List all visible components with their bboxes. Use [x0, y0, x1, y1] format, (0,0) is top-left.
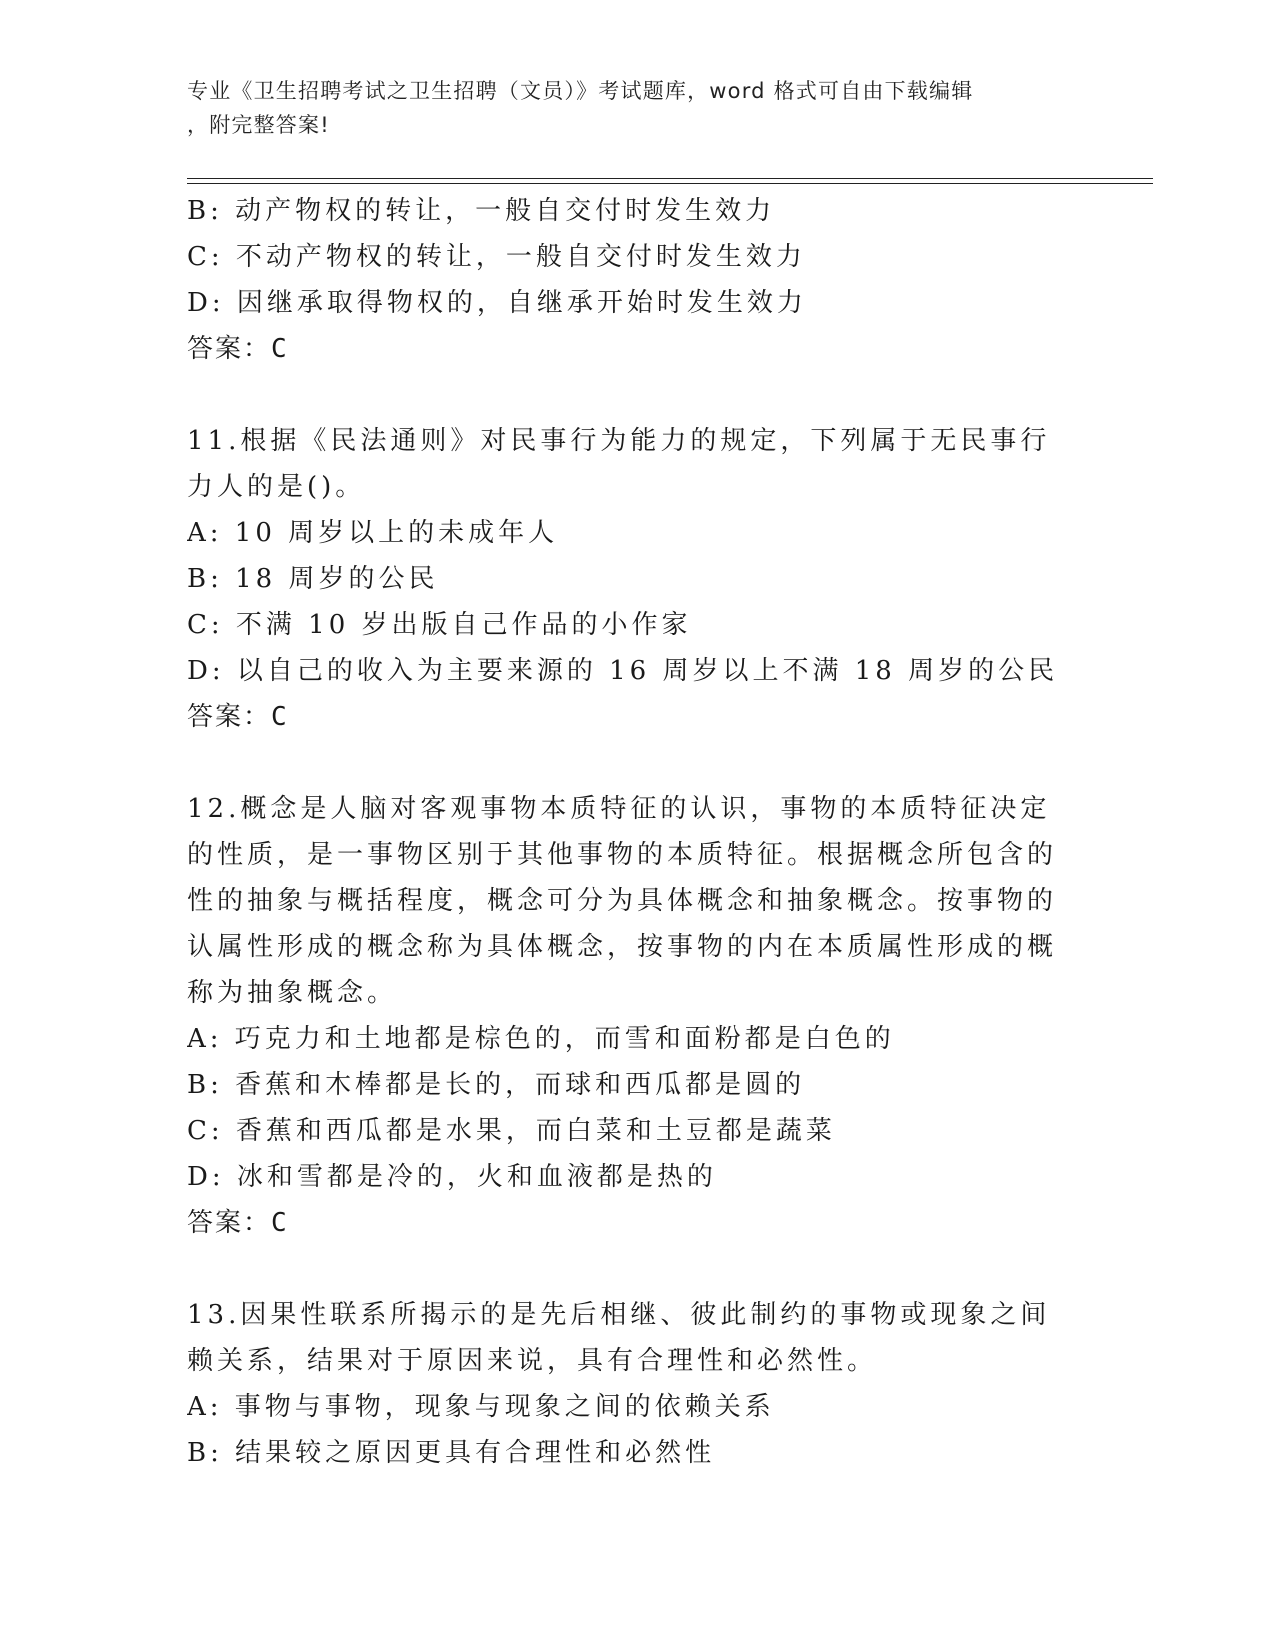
question-stem: 力人的是()。: [187, 472, 366, 502]
option-b: B: 结果较之原因更具有合理性和必然性: [187, 1438, 716, 1468]
answer-line: 答案：C: [187, 702, 289, 732]
option-b: B: 18 周岁的公民: [187, 564, 439, 594]
option-a: A: 事物与事物，现象与现象之间的依赖关系: [187, 1392, 775, 1422]
header-title-line: 专业《卫生招聘考试之卫生招聘（文员）》考试题库，word 格式可自由下载编辑: [187, 79, 974, 103]
option-c: C: 不满 10 岁出版自己作品的小作家: [187, 610, 692, 640]
question-stem: 性的抽象与概括程度，概念可分为具体概念和抽象概念。按事物的: [187, 886, 1058, 916]
question-13: [187, 1292, 1077, 1476]
header-title-continuation: ，附完整答案!: [187, 113, 330, 137]
option-d: D: 因继承取得物权的，自继承开始时发生效力: [187, 288, 807, 318]
option-d: D: 以自己的收入为主要来源的 16 周岁以上不满 18 周岁的公民: [187, 656, 1059, 686]
option-a: A: 巧克力和土地都是棕色的，而雪和面粉都是白色的: [187, 1024, 895, 1054]
option-a: A: 10 周岁以上的未成年人: [187, 518, 559, 548]
option-c: C: 不动产物权的转让，一般自交付时发生效力: [187, 242, 806, 272]
answer-line: 答案：C: [187, 334, 289, 364]
question-stem: 12.概念是人脑对客观事物本质特征的认识，事物的本质特征决定: [187, 794, 1051, 824]
question-stem: 13.因果性联系所揭示的是先后相继、彼此制约的事物或现象之间: [187, 1300, 1051, 1330]
question-stem: 称为抽象概念。: [187, 978, 398, 1008]
question-10-continued: [187, 188, 1077, 372]
option-b: B: 香蕉和木棒都是长的，而球和西瓜都是圆的: [187, 1070, 806, 1100]
option-c: C: 香蕉和西瓜都是水果，而白菜和土豆都是蔬菜: [187, 1116, 836, 1146]
document-header: [187, 74, 1077, 142]
spacer: [187, 372, 1077, 418]
question-stem: 的性质，是一事物区别于其他事物的本质特征。根据概念所包含的: [187, 840, 1058, 870]
question-11: [187, 418, 1077, 740]
answer-line: 答案：C: [187, 1208, 289, 1238]
spacer: [187, 740, 1077, 786]
header-divider-bottom: [187, 183, 1153, 184]
question-stem: 赖关系，结果对于原因来说，具有合理性和必然性。: [187, 1346, 878, 1376]
question-stem: 11.根据《民法通则》对民事行为能力的规定，下列属于无民事行: [187, 426, 1051, 456]
spacer: [187, 1246, 1077, 1292]
option-d: D: 冰和雪都是冷的，火和血液都是热的: [187, 1162, 717, 1192]
question-list: [187, 188, 1077, 1476]
question-12: [187, 786, 1077, 1246]
question-stem: 认属性形成的概念称为具体概念，按事物的内在本质属性形成的概: [187, 932, 1058, 962]
option-b: B: 动产物权的转让，一般自交付时发生效力: [187, 196, 776, 226]
header-divider-top: [187, 178, 1153, 179]
